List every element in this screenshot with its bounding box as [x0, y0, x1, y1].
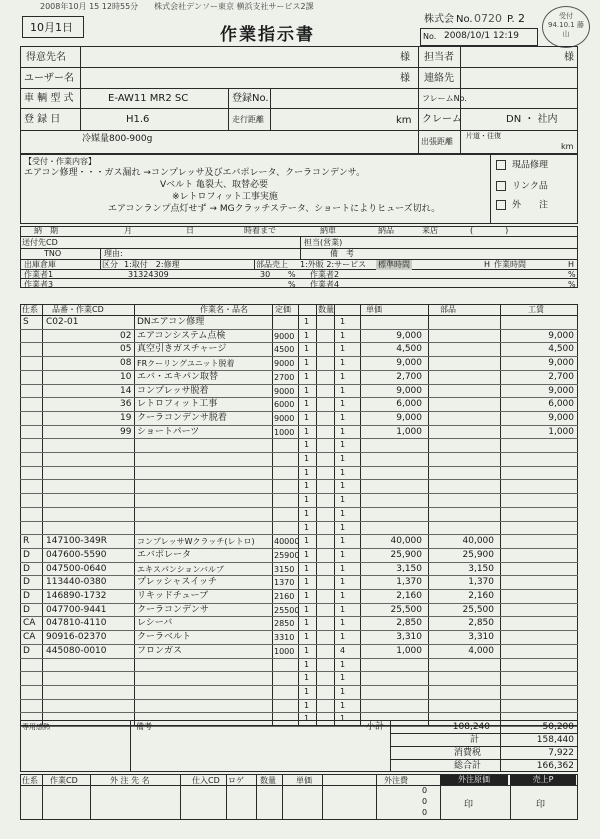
row-q1: 1 [304, 426, 310, 436]
seal-1: 印 [464, 800, 474, 810]
raiten-label: 来店 [422, 226, 438, 235]
cost-label: 外注原価 [440, 775, 508, 785]
checkbox-icon [496, 160, 506, 170]
pct-2: % [568, 270, 576, 279]
row-code: C02-01 [46, 317, 79, 327]
check-gaichu[interactable] [496, 200, 548, 212]
row-unit: 1,000 [396, 426, 422, 437]
row-q2: 1 [340, 399, 346, 409]
row-q1: 1 [304, 700, 310, 710]
row-name: クーラコンデンサ脱着 [137, 412, 227, 423]
request-label: 【受付・作業内容】 [24, 157, 96, 166]
table-header-6: 部品 [440, 305, 456, 314]
row-code: 147100-349R [46, 536, 108, 547]
row-name: 真空引きガスチャージ [137, 344, 227, 355]
row-price: 4500 [274, 345, 295, 355]
row-parts: 3,310 [468, 632, 494, 643]
row-q1: 1 [304, 454, 310, 463]
row-unit: 3,310 [396, 632, 422, 643]
pct-4: % [568, 280, 576, 289]
row-price: 1370 [274, 578, 295, 588]
row-name: リキッドチューブ [137, 591, 209, 601]
row-kei: D [23, 549, 30, 560]
checkbox-icon [496, 200, 506, 210]
row-price: 2850 [274, 619, 295, 629]
row-price: 25500 [274, 605, 300, 615]
kei-label: 計 [470, 735, 480, 745]
row-price: 6000 [274, 400, 295, 410]
row-kei: D [23, 645, 30, 656]
tax-value: 7,922 [548, 748, 574, 758]
row-q2: 1 [340, 412, 346, 422]
row-q2: 1 [340, 508, 346, 518]
row-q1: 1 [304, 659, 310, 669]
reg-label: 登録No. [232, 93, 269, 104]
reg-date-label: 登 録 日 [24, 114, 61, 125]
page-label: P. [507, 14, 515, 25]
row-name: コンプレッサ脱着 [137, 385, 209, 396]
row-parts: 4,000 [468, 645, 494, 656]
footer-header-2: 外 注 先 名 [110, 776, 150, 785]
row-price: 2160 [274, 592, 295, 601]
row-q1: 1 [304, 632, 310, 642]
checkbox-icon [496, 181, 506, 191]
row-price: 40000 [274, 537, 300, 547]
row-q1: 1 [304, 344, 310, 354]
nouki-time: 時着まで [244, 226, 276, 235]
row-name: エバ・エキパン取替 [137, 371, 219, 382]
row-unit: 3,150 [396, 563, 422, 574]
row-q1: 1 [304, 673, 310, 683]
row-kei: D [23, 604, 30, 615]
zero-1: 0 [422, 786, 428, 795]
reg-date-value: H1.6 [126, 114, 150, 125]
tantou-eigyo-label: 担当(営業) [304, 238, 343, 247]
row-price: 1000 [274, 646, 295, 656]
row-code: 08 [120, 358, 132, 369]
seal-2: 印 [536, 800, 546, 810]
row-q1: 1 [304, 467, 310, 477]
dispatch-unit: km [561, 142, 574, 151]
user-label: ユーザー名 [24, 73, 74, 84]
footer-header-5: 数量 [260, 776, 276, 785]
row-code: 047810-4110 [46, 618, 107, 629]
page-title: 作業指示書 [220, 25, 315, 45]
nouki-day: 日 [186, 226, 194, 235]
row-q2: 1 [340, 659, 346, 669]
pct-3: % [288, 280, 296, 289]
row-code: 047700-9441 [46, 604, 107, 615]
shukko-label: 出庫倉庫 [24, 260, 56, 269]
row-unit: 25,500 [390, 604, 422, 615]
tax-label: 消費税 [454, 748, 482, 758]
row-q1: 1 [304, 591, 310, 600]
row-q1: 1 [304, 371, 310, 381]
row-unit: 9,000 [396, 330, 422, 341]
buhin-options: 1:外販 2:サービス [300, 260, 367, 269]
refrigerant-note: 冷媒量800-900g [82, 134, 153, 144]
row-parts: 1,370 [468, 577, 494, 588]
dispatch-sub: 片道・往復 [466, 132, 501, 140]
row-price: 9000 [274, 331, 295, 341]
worker-4-label: 作業者4 [310, 280, 340, 289]
worker-2-label: 作業者2 [310, 270, 340, 279]
row-q2: 1 [340, 618, 346, 628]
riyu-label: 理由: [104, 249, 123, 258]
row-q1: 1 [304, 385, 310, 395]
check-gaichu-label: 外 注 [512, 200, 549, 211]
row-parts: 2,160 [468, 591, 494, 601]
total-value: 166,362 [536, 761, 574, 771]
table-header-2: 作業名・品名 [200, 305, 248, 314]
zero-3: 0 [422, 808, 428, 817]
table-header-5: 単価 [366, 305, 382, 314]
request-line-4: エアコンランプ点灯せず → MGクラッチステータ、ショートによりヒューズ切れ。 [108, 204, 441, 214]
kubun-label: 区分 [102, 260, 118, 269]
row-labor: 9,000 [548, 358, 574, 369]
row-q1: 1 [304, 440, 310, 450]
row-q2: 1 [340, 426, 346, 436]
table-frame [20, 304, 578, 726]
sagyo-h: H [568, 260, 575, 269]
issue-no-label: No. [423, 32, 437, 41]
row-q2: 1 [340, 358, 346, 368]
hyojun-label: 標準時間 [378, 260, 410, 269]
row-kei: CA [23, 618, 36, 629]
row-labor: 4,500 [548, 344, 574, 355]
row-code: 05 [120, 344, 132, 355]
row-q2: 1 [340, 591, 346, 600]
row-name: レトロフィット工事 [137, 399, 218, 410]
row-q1: 1 [304, 522, 310, 532]
mileage-label: 走行距離 [232, 115, 264, 124]
row-name: エアコンシステム点検 [137, 330, 226, 341]
row-unit: 1,370 [396, 577, 422, 588]
worker-1-pct: 30 [260, 270, 271, 279]
row-price: 9000 [274, 386, 295, 396]
table-header-7: 工賃 [528, 305, 544, 314]
row-q1: 1 [304, 577, 310, 587]
raiten-paren: ( ) [470, 226, 509, 235]
bikou-label: 備 考 [330, 249, 354, 258]
row-q1: 1 [304, 317, 310, 326]
row-q2: 1 [340, 604, 346, 614]
soufu-label: 送付先CD [22, 238, 58, 247]
model-label: 車 輌 型 式 [24, 93, 74, 104]
row-q2: 1 [340, 686, 346, 696]
issue-date: 2008/10/1 12:19 [444, 31, 519, 41]
row-q2: 1 [340, 632, 346, 642]
row-parts: 25,900 [462, 549, 494, 560]
row-q2: 1 [340, 714, 346, 724]
row-q2: 1 [340, 549, 346, 559]
row-q1: 1 [304, 508, 310, 518]
row-name: FRクーリングユニット脱着 [137, 359, 235, 369]
row-q1: 1 [304, 412, 310, 422]
frame-label: フレームNo. [422, 94, 467, 103]
check-link[interactable] [496, 181, 548, 193]
sales-label: 売上P [510, 775, 576, 785]
page-no: 2 [518, 12, 525, 25]
footer-header-1: 作業CD [50, 776, 78, 785]
total-label: 総合計 [454, 761, 482, 771]
request-line-3: ※レトロフィット工事実施 [172, 192, 278, 202]
pct-1: % [288, 270, 296, 279]
row-code: 14 [120, 385, 132, 396]
row-unit: 4,500 [396, 344, 422, 355]
footer-header-3: 仕入CD [192, 776, 220, 785]
row-code: 02 [120, 330, 132, 341]
tokuisaki-label: 得意先名 [26, 52, 66, 63]
row-q2: 1 [340, 673, 346, 683]
worker-3-label: 作業者3 [24, 280, 54, 289]
row-q2: 1 [340, 371, 346, 381]
check-genpin[interactable] [496, 160, 548, 172]
senyo-label: 専用感熱 [22, 723, 50, 731]
row-code: 113440-0380 [46, 577, 107, 588]
row-q2: 1 [340, 700, 346, 710]
row-q2: 1 [340, 467, 346, 477]
row-price: 2700 [274, 372, 295, 382]
table-header-1: 品番・作業CD [52, 305, 104, 314]
row-code: 36 [120, 399, 132, 410]
row-q1: 1 [304, 495, 310, 505]
worker-1-value: 31324309 [128, 270, 169, 279]
row-labor: 6,000 [548, 399, 574, 410]
row-q1: 1 [304, 686, 310, 696]
footer-header-4: ロゲ [228, 776, 244, 785]
row-code: 19 [120, 412, 132, 423]
nouki-month: 月 [124, 226, 132, 235]
row-q2: 1 [340, 454, 346, 463]
row-parts: 3,150 [468, 563, 494, 574]
claim-value: DN ・ 社内 [506, 114, 558, 125]
row-labor: 9,000 [548, 330, 574, 341]
row-code: 146890-1732 [46, 591, 107, 601]
dispatch-label: 出張距離 [421, 137, 453, 146]
row-code: 445080-0010 [46, 645, 107, 656]
row-labor: 9,000 [548, 412, 574, 423]
row-price: 9000 [274, 413, 295, 423]
shokei-labor: 50,200 [542, 722, 574, 732]
row-name: ショートパーツ [137, 426, 200, 437]
row-kei: D [23, 563, 30, 574]
row-code: 047600-5590 [46, 549, 107, 560]
order-no: 0720 [474, 12, 502, 25]
row-kei: CA [23, 632, 36, 643]
row-name: レシーバ [137, 618, 173, 629]
fax-header-line: 2008年10月 15 12時55分 株式会社デンソー東京 横浜支社サービス2課 [40, 2, 314, 11]
tantou-label: 担当者 [424, 52, 454, 63]
row-q1: 1 [304, 714, 310, 724]
shokei-label: 小計 [366, 722, 385, 732]
sama-2: 様 [400, 73, 410, 84]
row-kei: S [23, 317, 29, 327]
table-header-4: 数量 [318, 305, 334, 314]
row-price: 3150 [274, 564, 295, 574]
nouhin-label: 納品 [378, 226, 394, 235]
stamp-text: 受付 94.10.1 藤山 [548, 12, 584, 38]
request-line-1: エアコン修理・・・ガス漏れ →コンプレッサ及びエバポレータ、クーラコンデンサ。 [24, 168, 366, 178]
shokei-parts: 108,240 [452, 722, 490, 732]
row-q1: 1 [304, 358, 310, 368]
tno-label: TNO [44, 249, 62, 258]
row-q2: 1 [340, 563, 346, 573]
row-q1: 1 [304, 549, 310, 559]
check-genpin-label: 現品修理 [512, 160, 549, 171]
row-q2: 1 [340, 330, 346, 340]
nouki-label: 納 期 [34, 226, 58, 235]
row-code: 047500-0640 [46, 563, 107, 574]
row-name: クーラコンデンサ [137, 604, 209, 615]
row-q1: 1 [304, 330, 310, 340]
row-unit: 2,700 [396, 371, 422, 382]
row-kei: D [23, 591, 30, 601]
row-kei: R [23, 536, 30, 547]
sama-3: 様 [564, 52, 574, 63]
row-labor: 9,000 [548, 385, 574, 396]
footer-header-7: 外注費 [384, 776, 408, 785]
footer-header-6: 単価 [296, 776, 312, 785]
request-line-2: Vベルト 亀裂大、取替必要 [160, 180, 269, 190]
row-q2: 1 [340, 317, 346, 326]
row-code: 99 [120, 426, 132, 437]
row-parts: 40,000 [462, 536, 494, 547]
zero-2: 0 [422, 797, 428, 806]
row-name: コンプレッサWクラッチ(レトロ) [137, 537, 255, 547]
row-unit: 9,000 [396, 412, 422, 423]
row-q1: 1 [304, 536, 310, 546]
row-q1: 1 [304, 563, 310, 573]
row-unit: 9,000 [396, 385, 422, 396]
row-price: 9000 [274, 359, 295, 369]
row-q1: 1 [304, 618, 310, 628]
sama-1: 様 [400, 52, 410, 63]
totals-bikou-label: 備考 [136, 722, 152, 731]
row-code: 10 [120, 371, 132, 382]
company-label: 株式会 [424, 14, 454, 25]
row-parts: 2,850 [468, 618, 494, 629]
row-kei: D [23, 577, 30, 588]
row-name: DNエアコン修理 [137, 317, 205, 327]
mileage-unit: km [396, 115, 412, 126]
row-unit: 2,850 [396, 618, 422, 629]
date-value: 10月1日 [30, 21, 73, 34]
nousha-label: 納車 [320, 226, 336, 235]
row-name: エバポレータ [137, 549, 192, 560]
row-q2: 1 [340, 440, 346, 450]
row-q2: 1 [340, 481, 346, 491]
row-unit: 2,160 [396, 591, 422, 601]
row-q2: 1 [340, 495, 346, 505]
row-name: エキスパンションバルブ [137, 564, 224, 574]
row-unit: 9,000 [396, 358, 422, 369]
row-q2: 1 [340, 344, 346, 354]
table-header-0: 仕系 [22, 305, 38, 314]
table-header-3: 定価 [275, 305, 291, 314]
row-name: クーラベルト [137, 632, 192, 643]
row-q2: 1 [340, 385, 346, 395]
row-price: 1000 [274, 427, 295, 437]
row-q2: 1 [340, 536, 346, 546]
check-link-label: リンク品 [512, 181, 548, 192]
row-unit: 6,000 [396, 399, 422, 410]
model-value: E-AW11 MR2 SC [108, 93, 189, 104]
buhin-label: 部品売上 [256, 260, 288, 269]
hyojun-h: H [484, 260, 491, 269]
footer-header-0: 仕系 [22, 776, 38, 785]
claim-label: クレーム [422, 114, 462, 125]
row-name: フロンガス [137, 645, 183, 656]
kei-value: 158,440 [536, 735, 574, 745]
kubun-options: 1:取付 2:修理 [124, 260, 180, 269]
row-q1: 1 [304, 604, 310, 614]
row-labor: 2,700 [548, 371, 574, 382]
row-unit: 1,000 [396, 645, 422, 656]
row-parts: 25,500 [462, 604, 494, 615]
row-q2: 4 [340, 645, 346, 655]
contact-label: 連絡先 [424, 73, 454, 84]
row-price: 25900 [274, 550, 300, 560]
row-q1: 1 [304, 481, 310, 491]
row-labor: 1,000 [548, 426, 574, 437]
order-no-label: No. [456, 14, 473, 25]
row-price: 3310 [274, 633, 295, 643]
row-q2: 1 [340, 522, 346, 532]
row-q1: 1 [304, 645, 310, 655]
row-unit: 40,000 [390, 536, 422, 547]
row-q2: 1 [340, 577, 346, 587]
row-unit: 25,900 [390, 549, 422, 560]
row-name: プレッシャスイッチ [137, 577, 218, 588]
sagyo-jikan-label: 作業時間 [494, 260, 526, 269]
row-code: 90916-02370 [46, 632, 107, 643]
row-q1: 1 [304, 399, 310, 409]
worker-1-label: 作業者1 [24, 270, 54, 279]
